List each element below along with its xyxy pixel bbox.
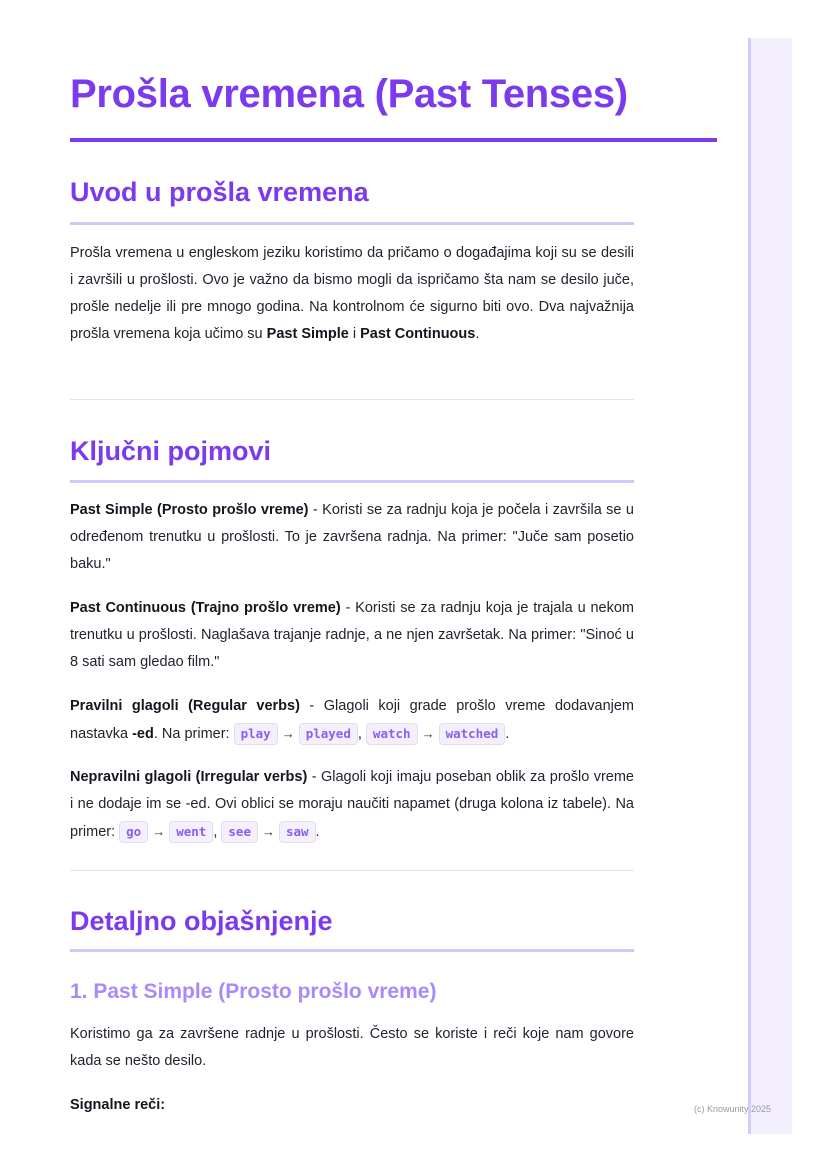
section-divider xyxy=(70,870,634,871)
example-code: played xyxy=(299,723,358,745)
section-divider xyxy=(70,399,634,400)
arrow-icon: → xyxy=(261,824,275,839)
signal-words-label: Signalne reči: xyxy=(70,1097,166,1113)
concept-regular-verbs: Pravilni glagoli (Regular verbs) - Glagoli koji grade prošlo vreme dodavanjem nastavka -ed. Na primer: play → played , watch → watched . xyxy=(70,693,634,748)
example-code: see xyxy=(221,821,258,843)
intro-heading-underline xyxy=(70,222,634,225)
concepts-heading-underline xyxy=(70,480,634,483)
page-title: Prošla vremena (Past Tenses) xyxy=(70,72,628,116)
arrow-icon: → xyxy=(152,824,166,839)
intro-heading: Uvod u prošla vremena xyxy=(70,177,369,207)
example-code: saw xyxy=(279,821,316,843)
example-code: watch xyxy=(366,723,418,745)
copyright-footer: (c) Knowunity 2025 xyxy=(694,1104,772,1114)
concept-irregular-verbs: Nepravilni glagoli (Irregular verbs) - Glagoli koji imaju poseban oblik za prošlo vreme i ne dodaje im se -ed. Ovi oblici se moraju naučiti napamet (druga kolona iz tabele). Na primer: go → went , see → saw . xyxy=(70,764,634,846)
arrow-icon: → xyxy=(281,726,295,741)
past-simple-paragraph: Koristimo ga za završene radnje u prošlosti. Često se koriste i reči koje nam govore kada se nešto desilo. xyxy=(70,1026,634,1069)
bold-past-simple: Past Simple xyxy=(266,326,349,342)
side-panel xyxy=(748,38,792,1134)
past-simple-subheading: 1. Past Simple (Prosto prošlo vreme) xyxy=(70,980,437,1003)
arrow-icon: → xyxy=(421,726,435,741)
example-code: went xyxy=(169,821,213,843)
details-heading-underline xyxy=(70,949,634,952)
concept-past-continuous: Past Continuous (Trajno prošlo vreme) - Koristi se za radnju koja je trajala u nekom trenutku u prošlosti. Naglašava trajanje radnje, a ne njen završetak. Na primer: "Sinoć u 8 sati sam gledao film." xyxy=(70,600,634,670)
example-code: go xyxy=(119,821,148,843)
bold-past-continuous: Past Continuous xyxy=(360,326,476,342)
side-panel-border xyxy=(748,38,751,1134)
concepts-heading: Ključni pojmovi xyxy=(70,436,272,466)
concept-past-simple: Past Simple (Prosto prošlo vreme) - Koristi se za radnju koja je počela i završila se u određenom trenutku u prošlosti. To je završena radnja. Na primer: "Juče sam posetio baku." xyxy=(70,502,634,572)
example-code: watched xyxy=(439,723,506,745)
intro-paragraph: Prošla vremena u engleskom jeziku koristimo da pričamo o događajima koji su se desili i završili u prošlosti. Ovo je važno da bismo mogli da ispričamo šta nam se desilo juče, prošle nedelje ili pre mnogo godina. Na kontrolnom će sigurno biti ovo. Dva najvažnija prošla vremena koja učimo su Past Simple i Past Continuous. xyxy=(70,245,634,342)
details-heading: Detaljno objašnjenje xyxy=(70,906,333,936)
example-code: play xyxy=(234,723,278,745)
title-underline xyxy=(70,138,717,142)
